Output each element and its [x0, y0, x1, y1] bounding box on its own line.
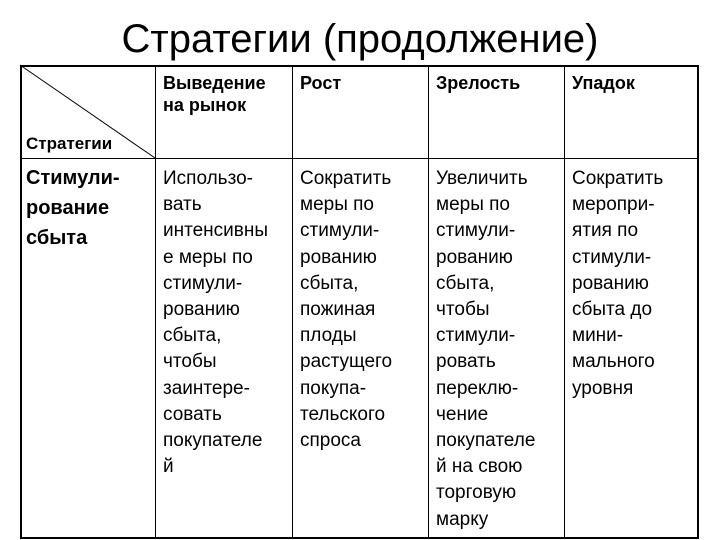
column-header-growth: Рост	[300, 73, 342, 93]
row-label-sales-promotion: Стимули- рование сбыта	[26, 167, 120, 249]
column-header-introduction: Выведение на рынок	[163, 73, 266, 115]
cell-decline: Сократить меропри- ятия по стимули- рованию сбыта до мини- мального уровня	[572, 168, 664, 399]
slide-title: Стратегии (продолжение)	[121, 17, 599, 61]
column-divider-2	[292, 65, 293, 539]
header-row-divider	[20, 158, 699, 159]
cell-growth: Сократить меры по стимули- рованию сбыта, пожиная плоды растущего покупа- тельского спроса	[300, 168, 393, 452]
cell-maturity: Увеличить меры по стимули- рованию сбыта, чтобы стимули- ровать переклю- чение покупателе й на свою торговую марку	[436, 168, 536, 530]
column-divider-3	[428, 65, 429, 539]
column-divider-4	[564, 65, 565, 539]
column-header-decline: Упадок	[572, 73, 635, 93]
column-divider-1	[155, 65, 156, 539]
cell-introduction: Использо- вать интенсивны е меры по стимули- рованию сбыта, чтобы заинтере- совать покупателе й	[163, 168, 269, 478]
column-header-maturity: Зрелость	[436, 73, 521, 93]
corner-label: Стратегии	[26, 134, 113, 153]
